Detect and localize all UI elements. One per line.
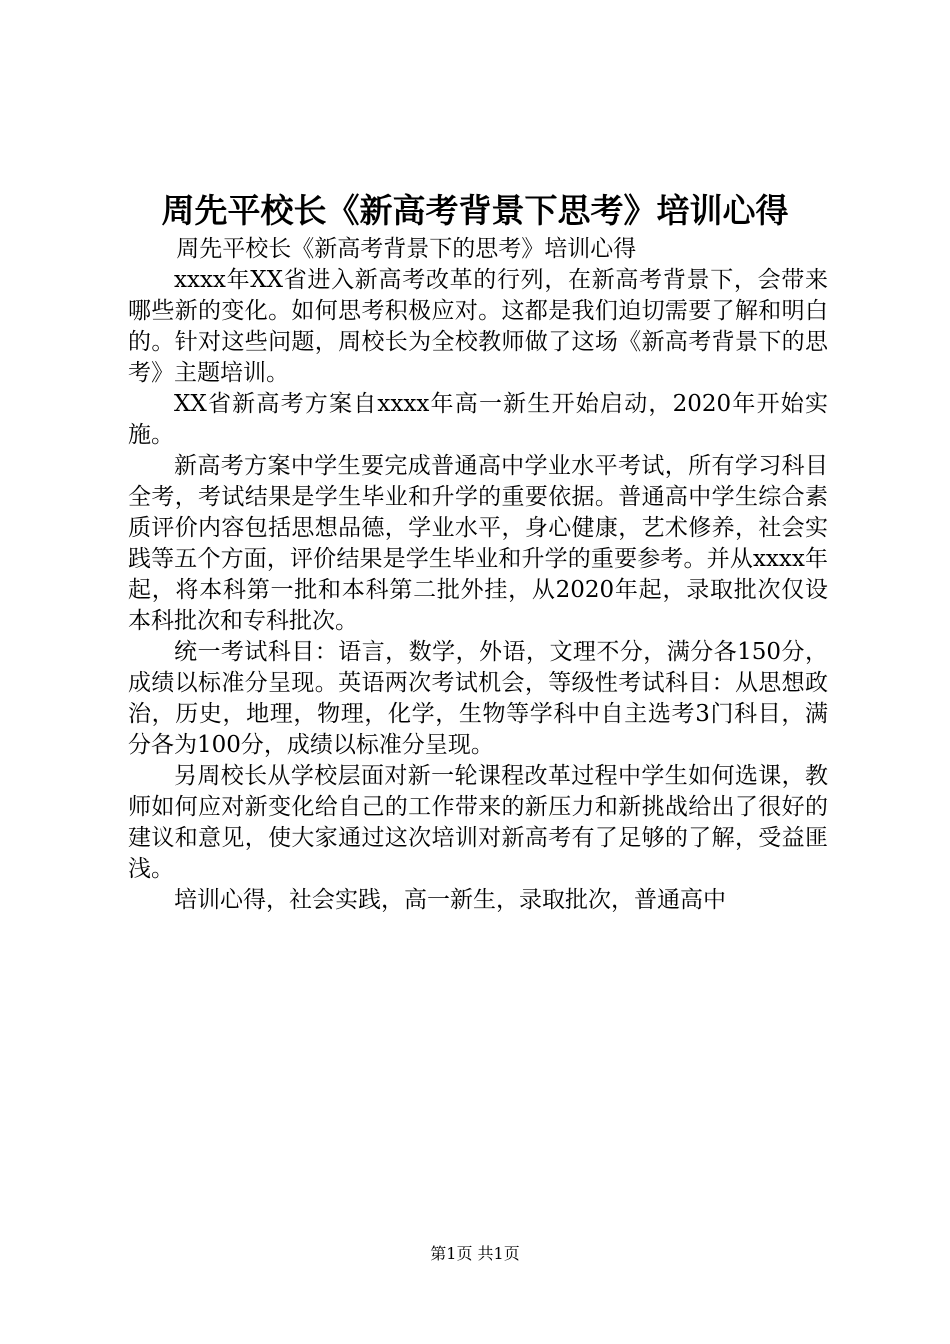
paragraph-keywords: 培训心得，社会实践，高一新生，录取批次，普通高中 bbox=[174, 887, 726, 913]
paragraph-intro: xxxx年XX省进入新高考改革的行列，在新高考背景下，会带来哪些新的变化。如何思考积极应对。这都是我们迫切需要了解和明白的。针对这些问题，周校长为全校教师做了这场《新高考背景下的思考》主题培训。 bbox=[128, 267, 828, 386]
paragraph-exam-plan: 新高考方案中学生要完成普通高中学业水平考试，所有学习科目全考，考试结果是学生毕业和升学的重要依据。普通高中学生综合素质评价内容包括思想品德，学业水平，身心健康，艺术修养，社会实践等五个方面，评价结果是学生毕业和升学的重要参考。并从xxxx年起，将本科第一批和本科第二批外挂，从2020年起，录取批次仅设本科批次和专科批次。 bbox=[128, 453, 828, 634]
page-footer: 第1页 共1页 bbox=[430, 1244, 520, 1263]
paragraph-subjects: 统一考试科目：语言，数学，外语，文理不分，满分各150分，成绩以标准分呈现。英语两次考试机会，等级性考试科目：从思想政治，历史，地理，物理，化学，生物等学科中自主选考3门科目，满分各为100分，成绩以标准分呈现。 bbox=[128, 639, 828, 758]
paragraph-advice: 另周校长从学校层面对新一轮课程改革过程中学生如何选课，教师如何应对新变化给自己的工作带来的新压力和新挑战给出了很好的建议和意见，使大家通过这次培训对新高考有了足够的了解，受益匪浅。 bbox=[128, 763, 828, 882]
document-subtitle: 周先平校长《新高考背景下的思考》培训心得 bbox=[176, 236, 637, 262]
paragraph-timeline: XX省新高考方案自xxxx年高一新生开始启动，2020年开始实施。 bbox=[128, 391, 828, 448]
document-title: 周先平校长《新高考背景下思考》培训心得 bbox=[161, 191, 789, 230]
document-body bbox=[128, 234, 828, 916]
